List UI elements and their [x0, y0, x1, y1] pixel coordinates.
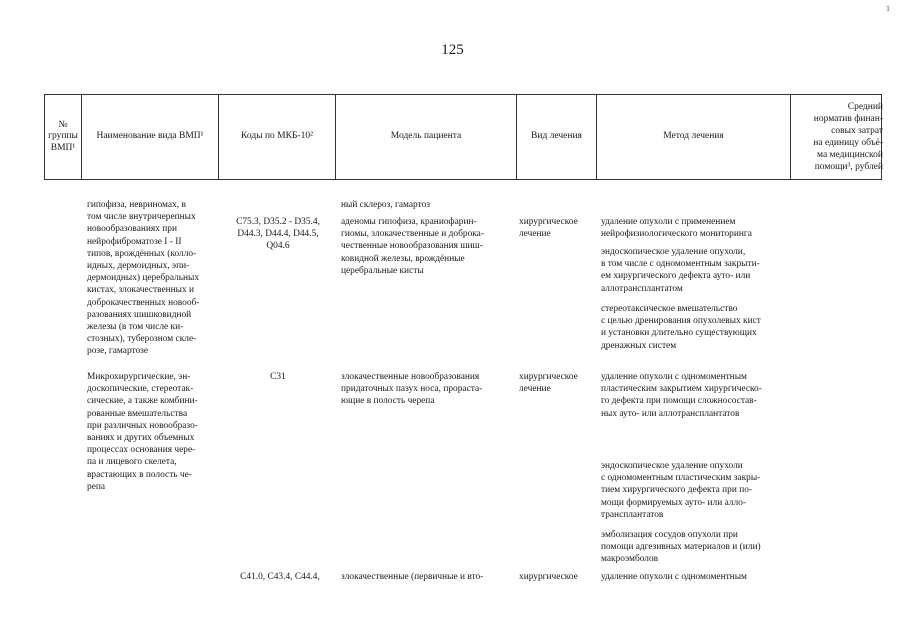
row2-method-1: удаление опухоли с одномоментным пластическим закрытием хирургическо- го дефекта при помощи сложносостав- ных ауто- или аллотрансплантатов — [601, 372, 762, 419]
row1-model-continued: ный склероз, гамартоз — [341, 200, 430, 210]
row3-method-1: удаление опухоли с одномоментным — [601, 572, 747, 582]
row2-method-2: эндоскопическое удаление опухоли с одномоментным пластическим закры- тием хирургического дефекта при по- мощи формируемых ауто- или алло- трансплантатов — [601, 461, 761, 520]
header-icd-codes: Коды по МКБ-10² — [241, 131, 313, 142]
row3-icd-codes: C41.0, C43.4, C44.4, — [240, 572, 320, 582]
row1-method-3: стереотаксическое вмешательство с целью дренирования опухолевых кист и установки длительно существующих дренажных систем — [601, 304, 761, 351]
header-vmp-name: Наименование вида ВМП¹ — [96, 131, 204, 142]
row1-method-2: эндоскопическое удаление опухоли, в том числе с одномоментным закрыти- ем хирургического дефекта ауто- или аллотрансплантатом — [601, 247, 760, 294]
row2-vmp-name: Микрохирургические, эн- доскопические, стереотак- сические, а также комбини- рованные вмешательства при различных новообразо- ваниях и других объемных процессах основания чере- па и лицевого скелета, врастающих в полость че- репа — [87, 372, 198, 492]
header-group-number: № группы ВМП¹ — [48, 119, 78, 153]
row2-icd-codes: C31 — [270, 372, 286, 382]
row1-method-1: удаление опухоли с применением нейрофизиологического мониторинга — [601, 217, 752, 240]
row2-method-3: эмболизация сосудов опухоли при помощи адгезивных материалов и (или) макроэмболов — [601, 530, 761, 565]
row2-treatment-type: хирургическое лечение — [519, 372, 578, 395]
header-cost-standard: Средний норматив финан- совых затрат на единицу объё- ма медицинской помощи³, рублей — [813, 102, 883, 172]
corner-mark: 1 — [886, 4, 890, 13]
row3-treatment-type: хирургическое — [519, 572, 578, 582]
row1-treatment-type: хирургическое лечение — [519, 217, 578, 240]
row1-patient-model: аденомы гипофиза, краниофарин- гиомы, злокачественные и доброка- чественные новообразования шиш- ковидной железы, врождённые церебральные кисты — [341, 217, 484, 276]
header-bottom-border — [44, 179, 882, 180]
row1-vmp-name: гипофиза, невриномах, в том числе внутричерепных новообразованиях при нейрофиброматозе I - II типов, врождённых (колло- идных, дермоидных, эпи- дермоидных) церебральных кистах, злокачественных и доброкачественных новооб- разованиях шишковидной железы (в том числе ки- стозных), туберозном скле- розе, гамартозе — [87, 200, 200, 357]
row2-patient-model: злокачественные новообразования придаточных пазух носа, прораста- ющие в полость черепа — [341, 372, 483, 407]
row3-patient-model: злокачественные (первичные и вто- — [341, 572, 484, 582]
header-patient-model: Модель пациента — [390, 131, 462, 142]
page-number: 125 — [441, 42, 464, 58]
row1-icd-codes: C75.3, D35.2 - D35.4, D44.3, D44.4, D44.5, Q04.6 — [236, 217, 320, 252]
header-treatment-type: Вид лечения — [531, 131, 582, 142]
header-treatment-method: Метод лечения — [663, 131, 724, 142]
